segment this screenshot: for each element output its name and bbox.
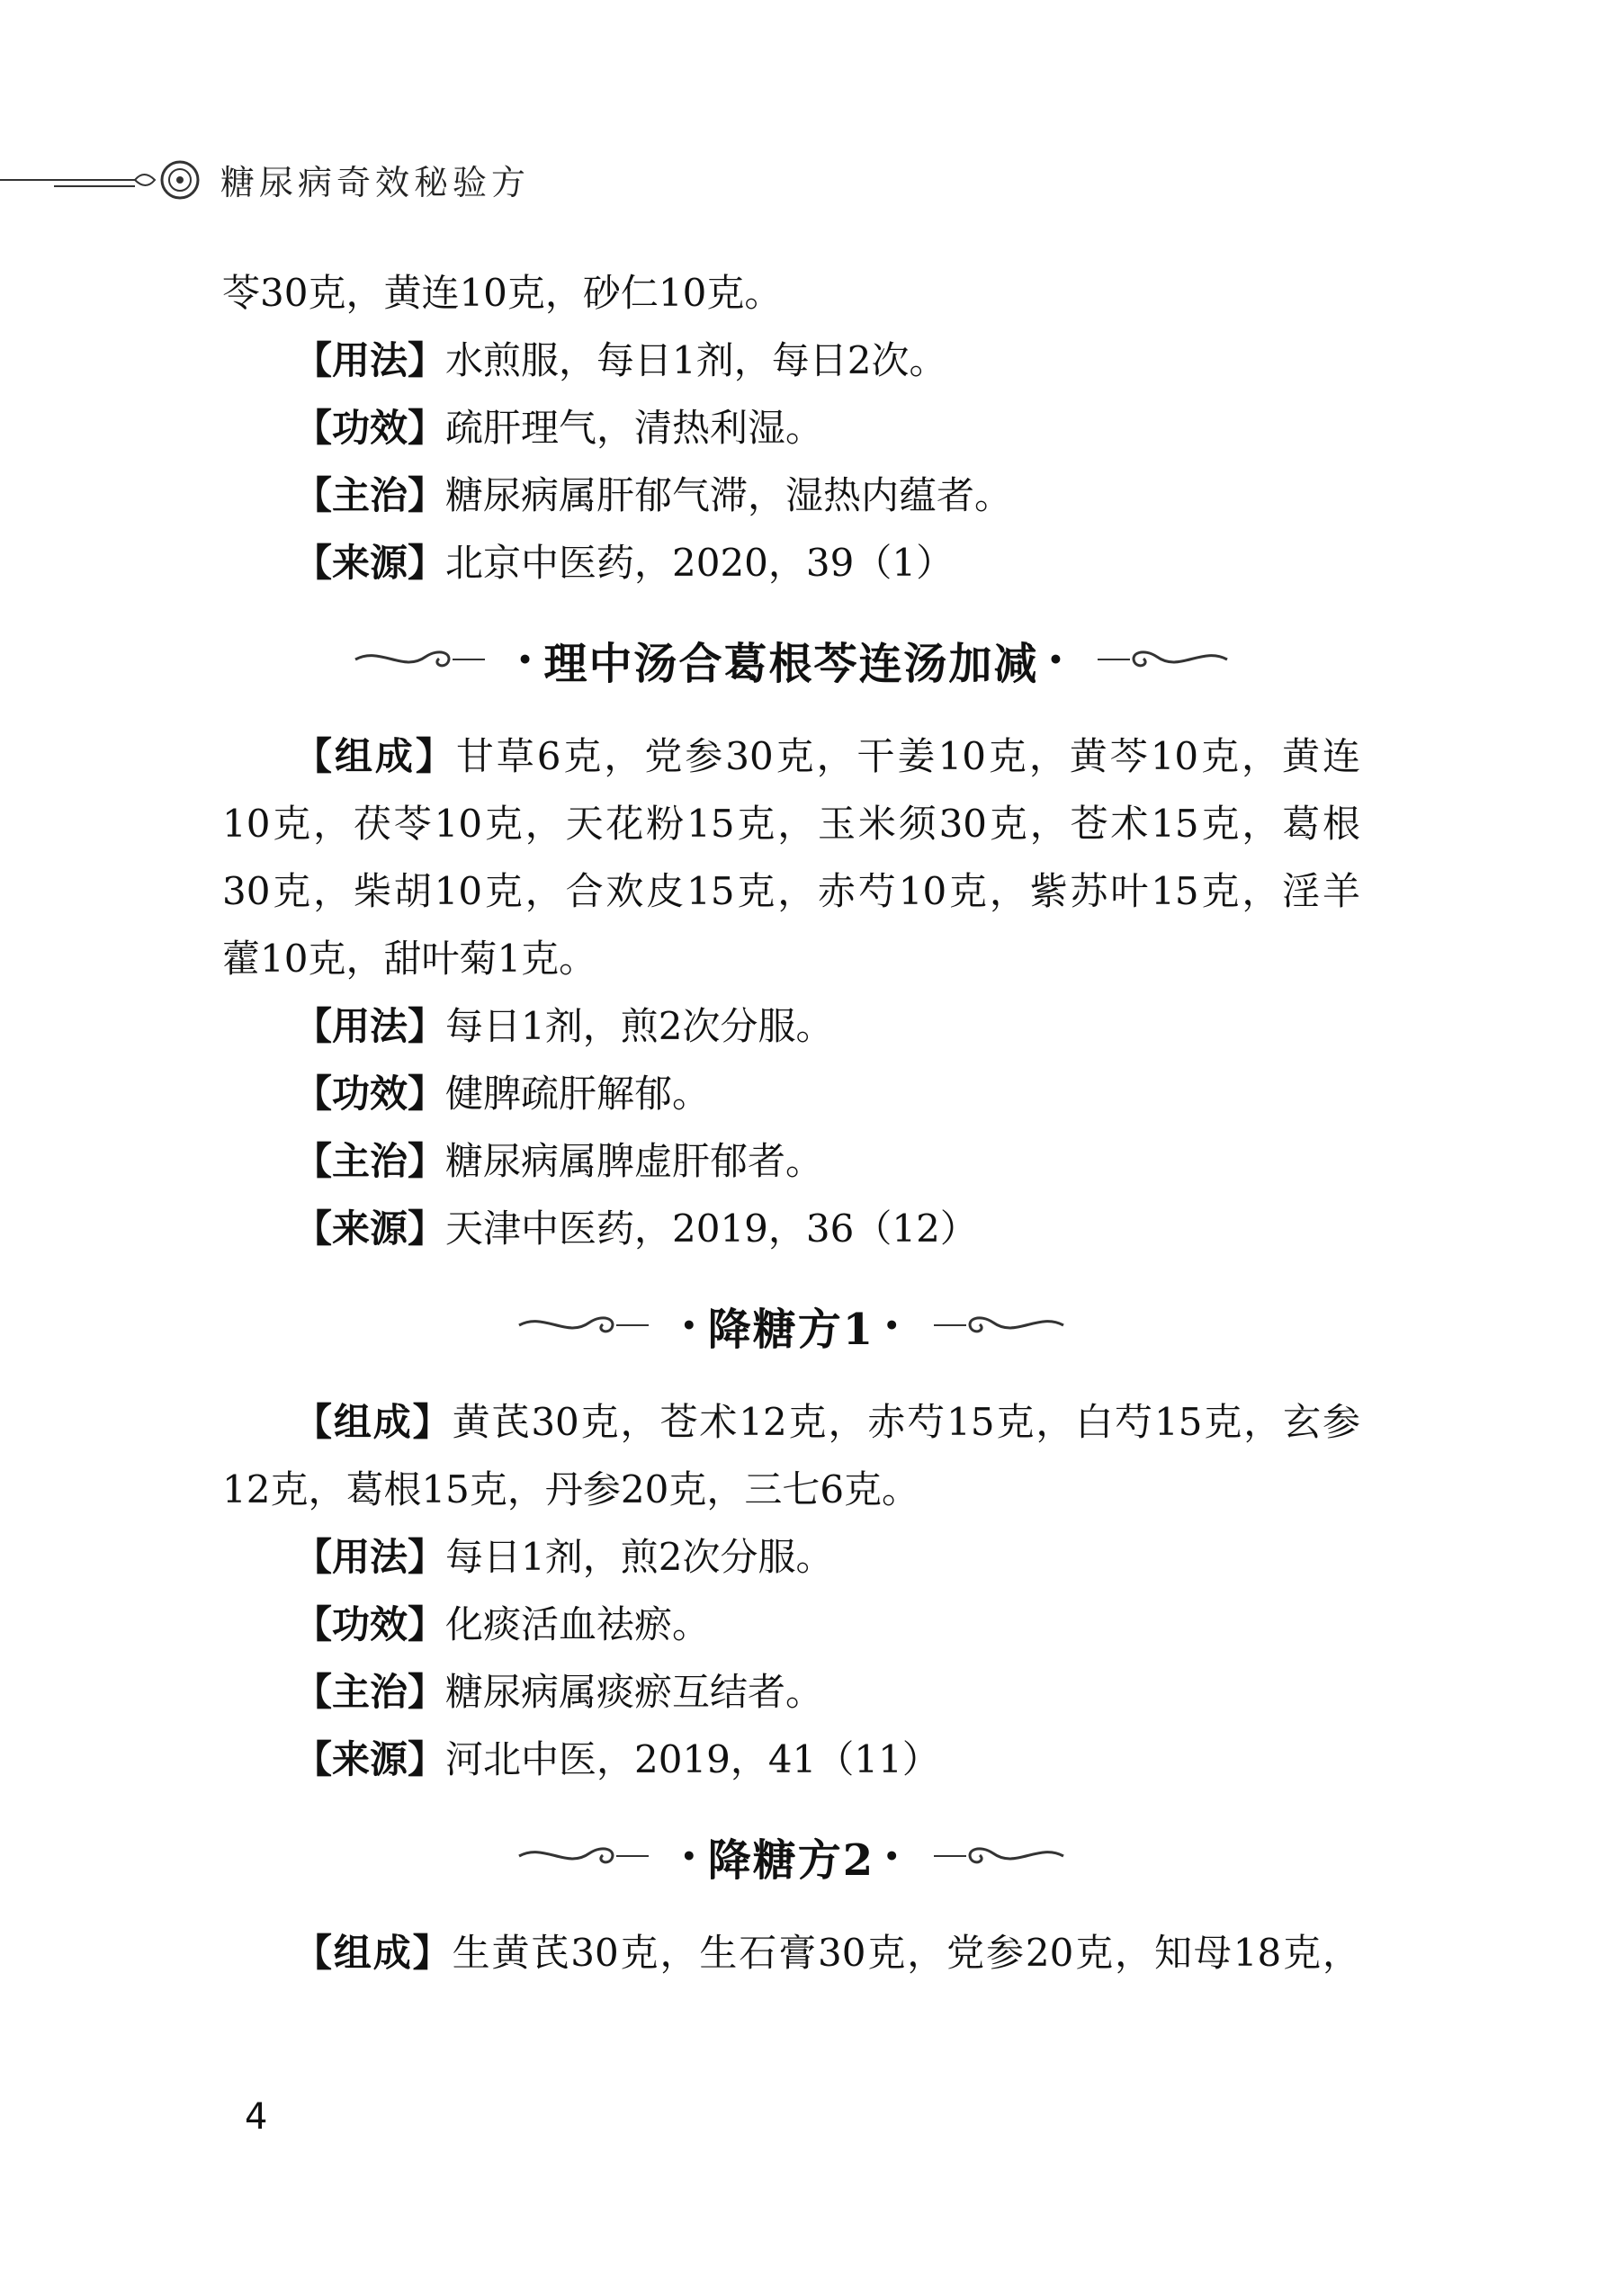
title-ornament-left-icon <box>354 646 489 673</box>
field-label: 【组成】 <box>294 1931 453 1975</box>
field-text: 糖尿病属脾虚肝郁者。 <box>445 1139 824 1183</box>
title-ornament-right-icon <box>930 1312 1065 1339</box>
field-text: 糖尿病属痰瘀互结者。 <box>445 1670 824 1714</box>
recipe-title: 降糖方1 <box>707 1304 875 1355</box>
section-title <box>222 1793 1360 1919</box>
page-number: 4 <box>245 2096 268 2138</box>
field-text: 每日1剂，煎2次分服。 <box>445 1535 834 1579</box>
field-label: 【来源】 <box>294 1206 446 1251</box>
field-label: 【功效】 <box>294 406 446 450</box>
field-source <box>222 1726 1360 1793</box>
title-dot-icon: • <box>680 1310 699 1341</box>
section-title <box>222 596 1360 722</box>
text-line: 苓30克，黄连10克，砂仁10克。 <box>222 271 783 315</box>
composition-line: 12克，葛根15克，丹参20克，三七6克。 <box>222 1467 920 1511</box>
page-content <box>222 259 1360 1987</box>
title-ornament-left-icon <box>517 1843 652 1870</box>
field-label: 【用法】 <box>294 338 446 382</box>
field-indication <box>222 462 1360 529</box>
field-source <box>222 529 1360 596</box>
field-label: 【组成】 <box>294 1400 453 1444</box>
recipe-title: 降糖方2 <box>707 1834 875 1886</box>
field-label: 【功效】 <box>294 1602 446 1646</box>
title-dot-icon: • <box>680 1841 699 1871</box>
composition-text: 生黄芪30克，生石膏30克，党参20克，知母18克， <box>452 1931 1360 1975</box>
field-label: 【组成】 <box>294 734 456 778</box>
title-ornament-right-icon <box>1094 646 1229 673</box>
field-label: 【主治】 <box>294 473 446 517</box>
field-text: 健脾疏肝解郁。 <box>445 1072 711 1116</box>
composition-line <box>222 1388 1360 1456</box>
composition-line <box>222 1919 1360 1987</box>
title-ornament-left-icon <box>517 1312 652 1339</box>
field-indication <box>222 1127 1360 1195</box>
field-usage <box>222 1523 1360 1591</box>
field-text: 糖尿病属肝郁气滞，湿热内蕴者。 <box>445 473 1013 517</box>
field-usage <box>222 327 1360 394</box>
field-effect <box>222 1591 1360 1658</box>
field-effect <box>222 1060 1360 1127</box>
section-title <box>222 1262 1360 1388</box>
field-label: 【主治】 <box>294 1139 446 1183</box>
title-ornament-right-icon <box>930 1843 1065 1870</box>
recipe-title: 理中汤合葛根芩连汤加减 <box>543 638 1039 689</box>
title-dot-icon: • <box>883 1310 902 1341</box>
title-dot-icon: • <box>1047 644 1066 675</box>
field-label: 【来源】 <box>294 1737 446 1781</box>
running-header <box>0 144 630 216</box>
field-label: 【来源】 <box>294 541 446 585</box>
composition-line: 30克，柴胡10克，合欢皮15克，赤芍10克，紫苏叶15克，淫羊 <box>222 869 1360 913</box>
composition-text: 甘草6克，党参30克，干姜10克，黄芩10克，黄连 <box>455 734 1360 778</box>
title-dot-icon: • <box>516 644 535 675</box>
composition-line: 藿10克，甜叶菊1克。 <box>222 937 597 981</box>
field-indication <box>222 1658 1360 1726</box>
field-label: 【用法】 <box>294 1004 446 1048</box>
composition-line: 10克，茯苓10克，天花粉15克，玉米须30克，苍术15克，葛根 <box>222 802 1360 846</box>
running-title: 糖尿病奇效秘验方 <box>220 163 531 202</box>
field-label: 【功效】 <box>294 1072 446 1116</box>
field-effect <box>222 394 1360 462</box>
field-text: 河北中医，2019，41（11） <box>445 1737 940 1781</box>
field-label: 【用法】 <box>294 1535 446 1579</box>
composition-text: 黄芪30克，苍术12克，赤芍15克，白芍15克，玄参 <box>452 1400 1360 1444</box>
field-text: 天津中医药，2019，36（12） <box>445 1206 978 1251</box>
field-text: 化痰活血祛瘀。 <box>445 1602 711 1646</box>
field-label: 【主治】 <box>294 1670 446 1714</box>
field-text: 疏肝理气，清热利湿。 <box>445 406 824 450</box>
composition-line <box>222 722 1360 790</box>
field-text: 水煎服，每日1剂，每日2次。 <box>445 338 947 382</box>
header-ornament-icon <box>0 144 216 216</box>
field-text: 每日1剂，煎2次分服。 <box>445 1004 834 1048</box>
field-source <box>222 1195 1360 1262</box>
field-usage <box>222 992 1360 1060</box>
title-dot-icon: • <box>883 1841 902 1871</box>
field-text: 北京中医药，2020，39（1） <box>445 541 955 585</box>
